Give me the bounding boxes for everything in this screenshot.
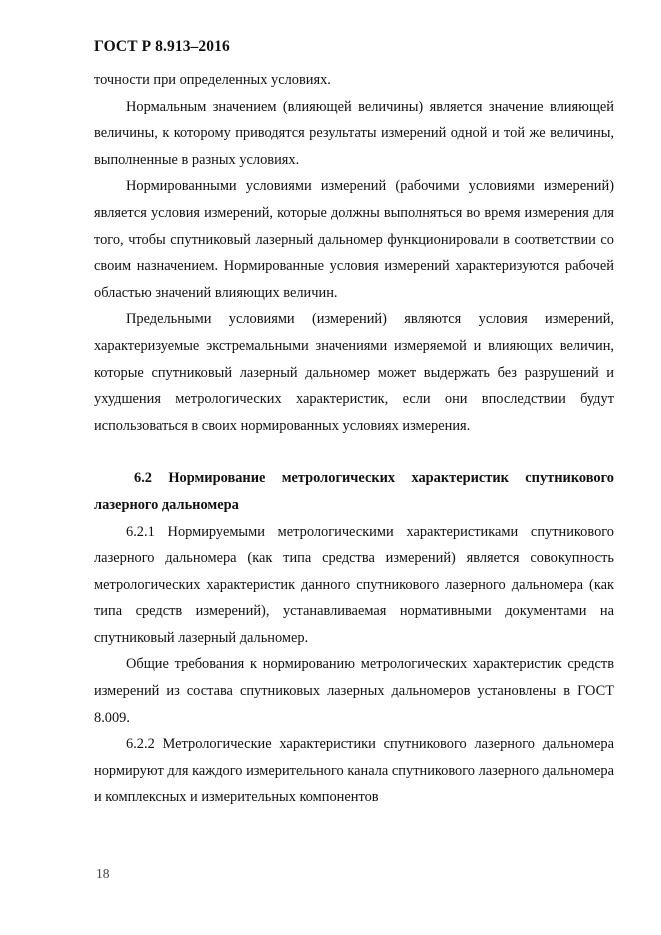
document-body [94,67,614,811]
paragraph-6-2-2: 6.2.2 Метрологические характеристики спутникового лазерного дальномера нормируют для каждого измерительного канала спутникового лазерного дальномера и комплексных и измерительных компонентов [94,736,614,806]
paragraph-6-2-1: 6.2.1 Нормируемыми метрологическими характеристиками спутникового лазерного дальномера (как типа средства измерений) является совокупность метрологических характеристик данного спутникового лазерного дальномера (как типа средств измерений), устанавливаемая нормативными документами на спутниковый лазерный дальномер. [94,523,614,646]
paragraph-general-requirements: Общие требования к нормированию метрологических характеристик средств измерений из состава спутниковых лазерных дальномеров установлены в ГОСТ 8.009. [94,656,614,726]
paragraph-continuation: точности при определенных условиях. [94,72,331,88]
document-header: ГОСТ Р 8.913–2016 [94,38,230,55]
paragraph-normal-value: Нормальным значением (влияющей величины) является значение влияющей величины, к которому приводятся результаты измерений одной и той же величины, выполненные в разных условиях. [94,98,614,168]
section-heading-6-2: 6.2 Нормирование метрологических характеристик спутникового лазерного дальномера [94,470,614,513]
paragraph-limit-conditions: Предельными условиями (измерений) являются условия измерений, характеризуемые экстремальными значениями измеряемой и влияющих величин, которые спутниковый лазерный дальномер может выдержать без разрушений и ухудшения метрологических характеристик, если они впоследствии будут использоваться в своих нормированных условиях измерения. [94,311,614,434]
page-number: 18 [96,866,110,881]
paragraph-normalized-conditions: Нормированными условиями измерений (рабочими условиями измерений) является условия измерений, которые должны выполняться во время измерения для того, чтобы спутниковый лазерный дальномер функционировали в соответствии со своим назначением. Нормированные условия измерений характеризуются рабочей областью значений влияющих величин. [94,178,614,301]
